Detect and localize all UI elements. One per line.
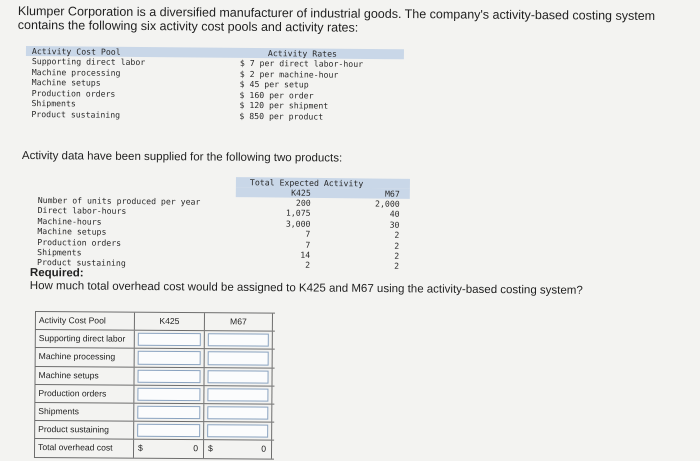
answer-row — [35, 330, 275, 350]
activity-label: Number of units produced per year — [37, 194, 201, 207]
answer-row-label: Supporting direct labor — [35, 330, 135, 348]
answer-row-label: Machine processing — [35, 348, 135, 366]
activity-k425: 14 — [300, 249, 311, 260]
rates-col-rates: Activity Rates — [267, 48, 338, 59]
answer-cell-m67 — [204, 422, 272, 440]
activity-label: Product sustaining — [37, 257, 126, 269]
answer-cell-m67 — [204, 386, 272, 404]
rates-rate: $ 120 per shipment — [239, 100, 329, 112]
required-question: How much total overhead cost would be assigned to K425 and M67 using the activity-based costing system? — [29, 279, 583, 297]
rates-pool: Supporting direct labor — [31, 56, 146, 68]
m67-product-sustaining-input[interactable] — [207, 424, 268, 438]
answer-col-k425: K425 — [135, 313, 205, 331]
answer-row — [35, 348, 275, 368]
total-k425-cell — [134, 440, 204, 458]
rates-rate: $ 45 per setup — [239, 79, 309, 90]
rates-pool: Product sustaining — [31, 109, 121, 120]
k425-supporting-direct-labor-input[interactable] — [138, 333, 201, 347]
activity-label: Shipments — [37, 246, 82, 258]
activity-m67: 2 — [394, 229, 400, 240]
k425-shipments-input[interactable] — [137, 406, 200, 420]
required-section — [30, 267, 583, 298]
answer-cell-k425 — [134, 385, 204, 403]
activity-label: Machine-hours — [37, 215, 102, 227]
answer-cell-k425 — [134, 367, 204, 385]
activity-rates-table — [25, 46, 404, 123]
activity-m67: 40 — [389, 209, 400, 220]
activity-k425: 200 — [295, 197, 311, 208]
k425-machine-processing-input[interactable] — [138, 351, 201, 365]
activity-k425: 7 — [305, 228, 311, 240]
answer-cell-m67 — [205, 350, 273, 368]
rates-rate: $ 2 per machine-hour — [239, 68, 339, 80]
problem-intro: Klumper Corporation is a diversified manufacturer of industrial goods. The company's activity-based costing system contains the following six activity cost pools and activity rates: — [17, 4, 656, 35]
currency-symbol: $ — [138, 443, 143, 454]
answer-col-pool: Activity Cost Pool — [35, 312, 135, 330]
answer-col-m67: M67 — [205, 313, 273, 331]
rates-row — [25, 109, 403, 123]
activity-k425: 2 — [305, 260, 311, 271]
activity-m67: 2,000 — [375, 198, 400, 209]
activity-k425: 1,075 — [285, 207, 311, 219]
rates-pool: Shipments — [31, 98, 76, 109]
answer-cell-k425 — [135, 349, 205, 367]
m67-shipments-input[interactable] — [207, 406, 268, 420]
m67-machine-setups-input[interactable] — [208, 370, 269, 384]
total-label: Total overhead cost — [34, 439, 134, 457]
answer-row — [34, 403, 274, 423]
answer-cell-k425 — [134, 404, 204, 422]
answer-cell-m67 — [204, 368, 272, 386]
rates-pool: Machine processing — [31, 66, 121, 78]
answer-row-label: Production orders — [34, 385, 134, 403]
activity-label: Direct labor-hours — [37, 205, 127, 217]
activity-m67: 2 — [394, 250, 400, 261]
rates-pool: Machine setups — [31, 77, 101, 88]
answer-row-label: Product sustaining — [34, 421, 134, 439]
activity-k425: 7 — [305, 239, 311, 250]
activity-data-intro: Activity data have been supplied for the following two products: — [21, 150, 343, 165]
answer-table — [34, 311, 275, 459]
activity-m67: 2 — [394, 261, 400, 272]
k425-product-sustaining-input[interactable] — [137, 424, 200, 438]
rates-pool: Production orders — [31, 87, 116, 99]
m67-machine-processing-input[interactable] — [208, 352, 269, 366]
k425-production-orders-input[interactable] — [137, 387, 200, 401]
answer-cell-k425 — [135, 331, 205, 349]
activity-col-k425: K425 — [291, 187, 311, 198]
activity-k425: 3,000 — [285, 218, 311, 229]
total-m67-value: 0 — [261, 443, 267, 454]
activity-m67: 2 — [394, 240, 400, 251]
answer-total-row — [34, 439, 274, 459]
activity-m67: 30 — [389, 219, 400, 230]
activity-label: Production orders — [37, 236, 122, 248]
activity-col-m67: M67 — [384, 188, 400, 199]
rates-rate: $ 160 per order — [239, 89, 314, 101]
k425-machine-setups-input[interactable] — [138, 369, 201, 383]
activity-label: Machine setups — [37, 226, 107, 237]
m67-supporting-direct-labor-input[interactable] — [208, 333, 269, 347]
answer-header-row — [35, 311, 275, 332]
answer-row — [34, 367, 274, 387]
answer-row-label: Shipments — [34, 403, 134, 421]
answer-cell-m67 — [205, 331, 273, 349]
activity-group-header-text: Total Expected Activity — [249, 177, 364, 189]
answer-row — [34, 421, 274, 441]
required-heading: Required: — [29, 267, 84, 280]
answer-cell-k425 — [134, 422, 204, 440]
answer-row — [34, 385, 274, 405]
rates-rate: $ 7 per direct labor-hour — [239, 57, 364, 69]
answer-row-label: Machine setups — [34, 367, 134, 385]
currency-symbol: $ — [208, 443, 213, 454]
total-k425-value: 0 — [193, 443, 199, 454]
rates-col-pool: Activity Cost Pool — [31, 46, 121, 57]
total-m67-cell — [204, 440, 272, 458]
rates-rate: $ 850 per product — [239, 110, 324, 122]
activity-data-table — [37, 175, 410, 272]
m67-production-orders-input[interactable] — [207, 388, 268, 402]
answer-cell-m67 — [204, 404, 272, 422]
